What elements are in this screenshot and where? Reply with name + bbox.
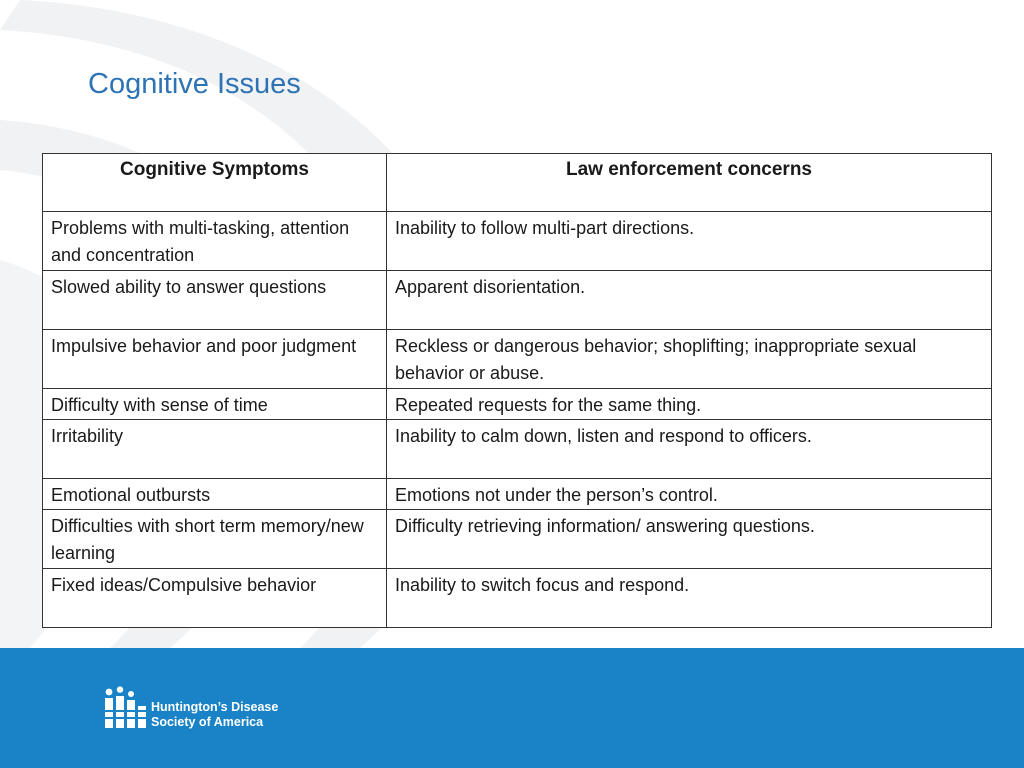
table-row	[43, 389, 992, 420]
hdsa-logo	[103, 686, 293, 732]
table-row	[43, 569, 992, 628]
table-row	[43, 271, 992, 330]
symptom-cell: Difficulties with short term memory/new learning	[43, 510, 387, 569]
symptoms-table	[42, 153, 992, 628]
footer-band	[0, 648, 1024, 768]
table-header-row	[43, 154, 992, 212]
concern-cell: Repeated requests for the same thing.	[387, 389, 992, 420]
logo-text	[151, 700, 278, 730]
concern-cell: Difficulty retrieving information/ answering questions.	[387, 510, 992, 569]
table-row	[43, 330, 992, 389]
concern-cell: Inability to switch focus and respond.	[387, 569, 992, 628]
slide-title: Cognitive Issues	[88, 68, 301, 100]
logo-text-line1: Huntington’s Disease	[151, 700, 279, 714]
symptom-cell: Fixed ideas/Compulsive behavior	[43, 569, 387, 628]
hdsa-figures-logo-icon	[103, 686, 147, 730]
header-law-enforcement-concerns: Law enforcement concerns	[387, 154, 992, 212]
logo-text-line2: Society of America	[151, 715, 264, 729]
symptom-cell: Irritability	[43, 420, 387, 479]
table-row	[43, 420, 992, 479]
concern-cell: Emotions not under the person’s control.	[387, 479, 992, 510]
symptom-cell: Problems with multi-tasking, attention and concentration	[43, 212, 387, 271]
concern-cell: Inability to calm down, listen and respond to officers.	[387, 420, 992, 479]
header-cognitive-symptoms: Cognitive Symptoms	[43, 154, 387, 212]
concern-cell: Inability to follow multi-part directions.	[387, 212, 992, 271]
table-row	[43, 212, 992, 271]
symptom-cell: Impulsive behavior and poor judgment	[43, 330, 387, 389]
table-row	[43, 510, 992, 569]
table-row	[43, 479, 992, 510]
concern-cell: Apparent disorientation.	[387, 271, 992, 330]
concern-cell: Reckless or dangerous behavior; shoplifting; inappropriate sexual behavior or abuse.	[387, 330, 992, 389]
symptom-cell: Slowed ability to answer questions	[43, 271, 387, 330]
symptom-cell: Emotional outbursts	[43, 479, 387, 510]
symptom-cell: Difficulty with sense of time	[43, 389, 387, 420]
